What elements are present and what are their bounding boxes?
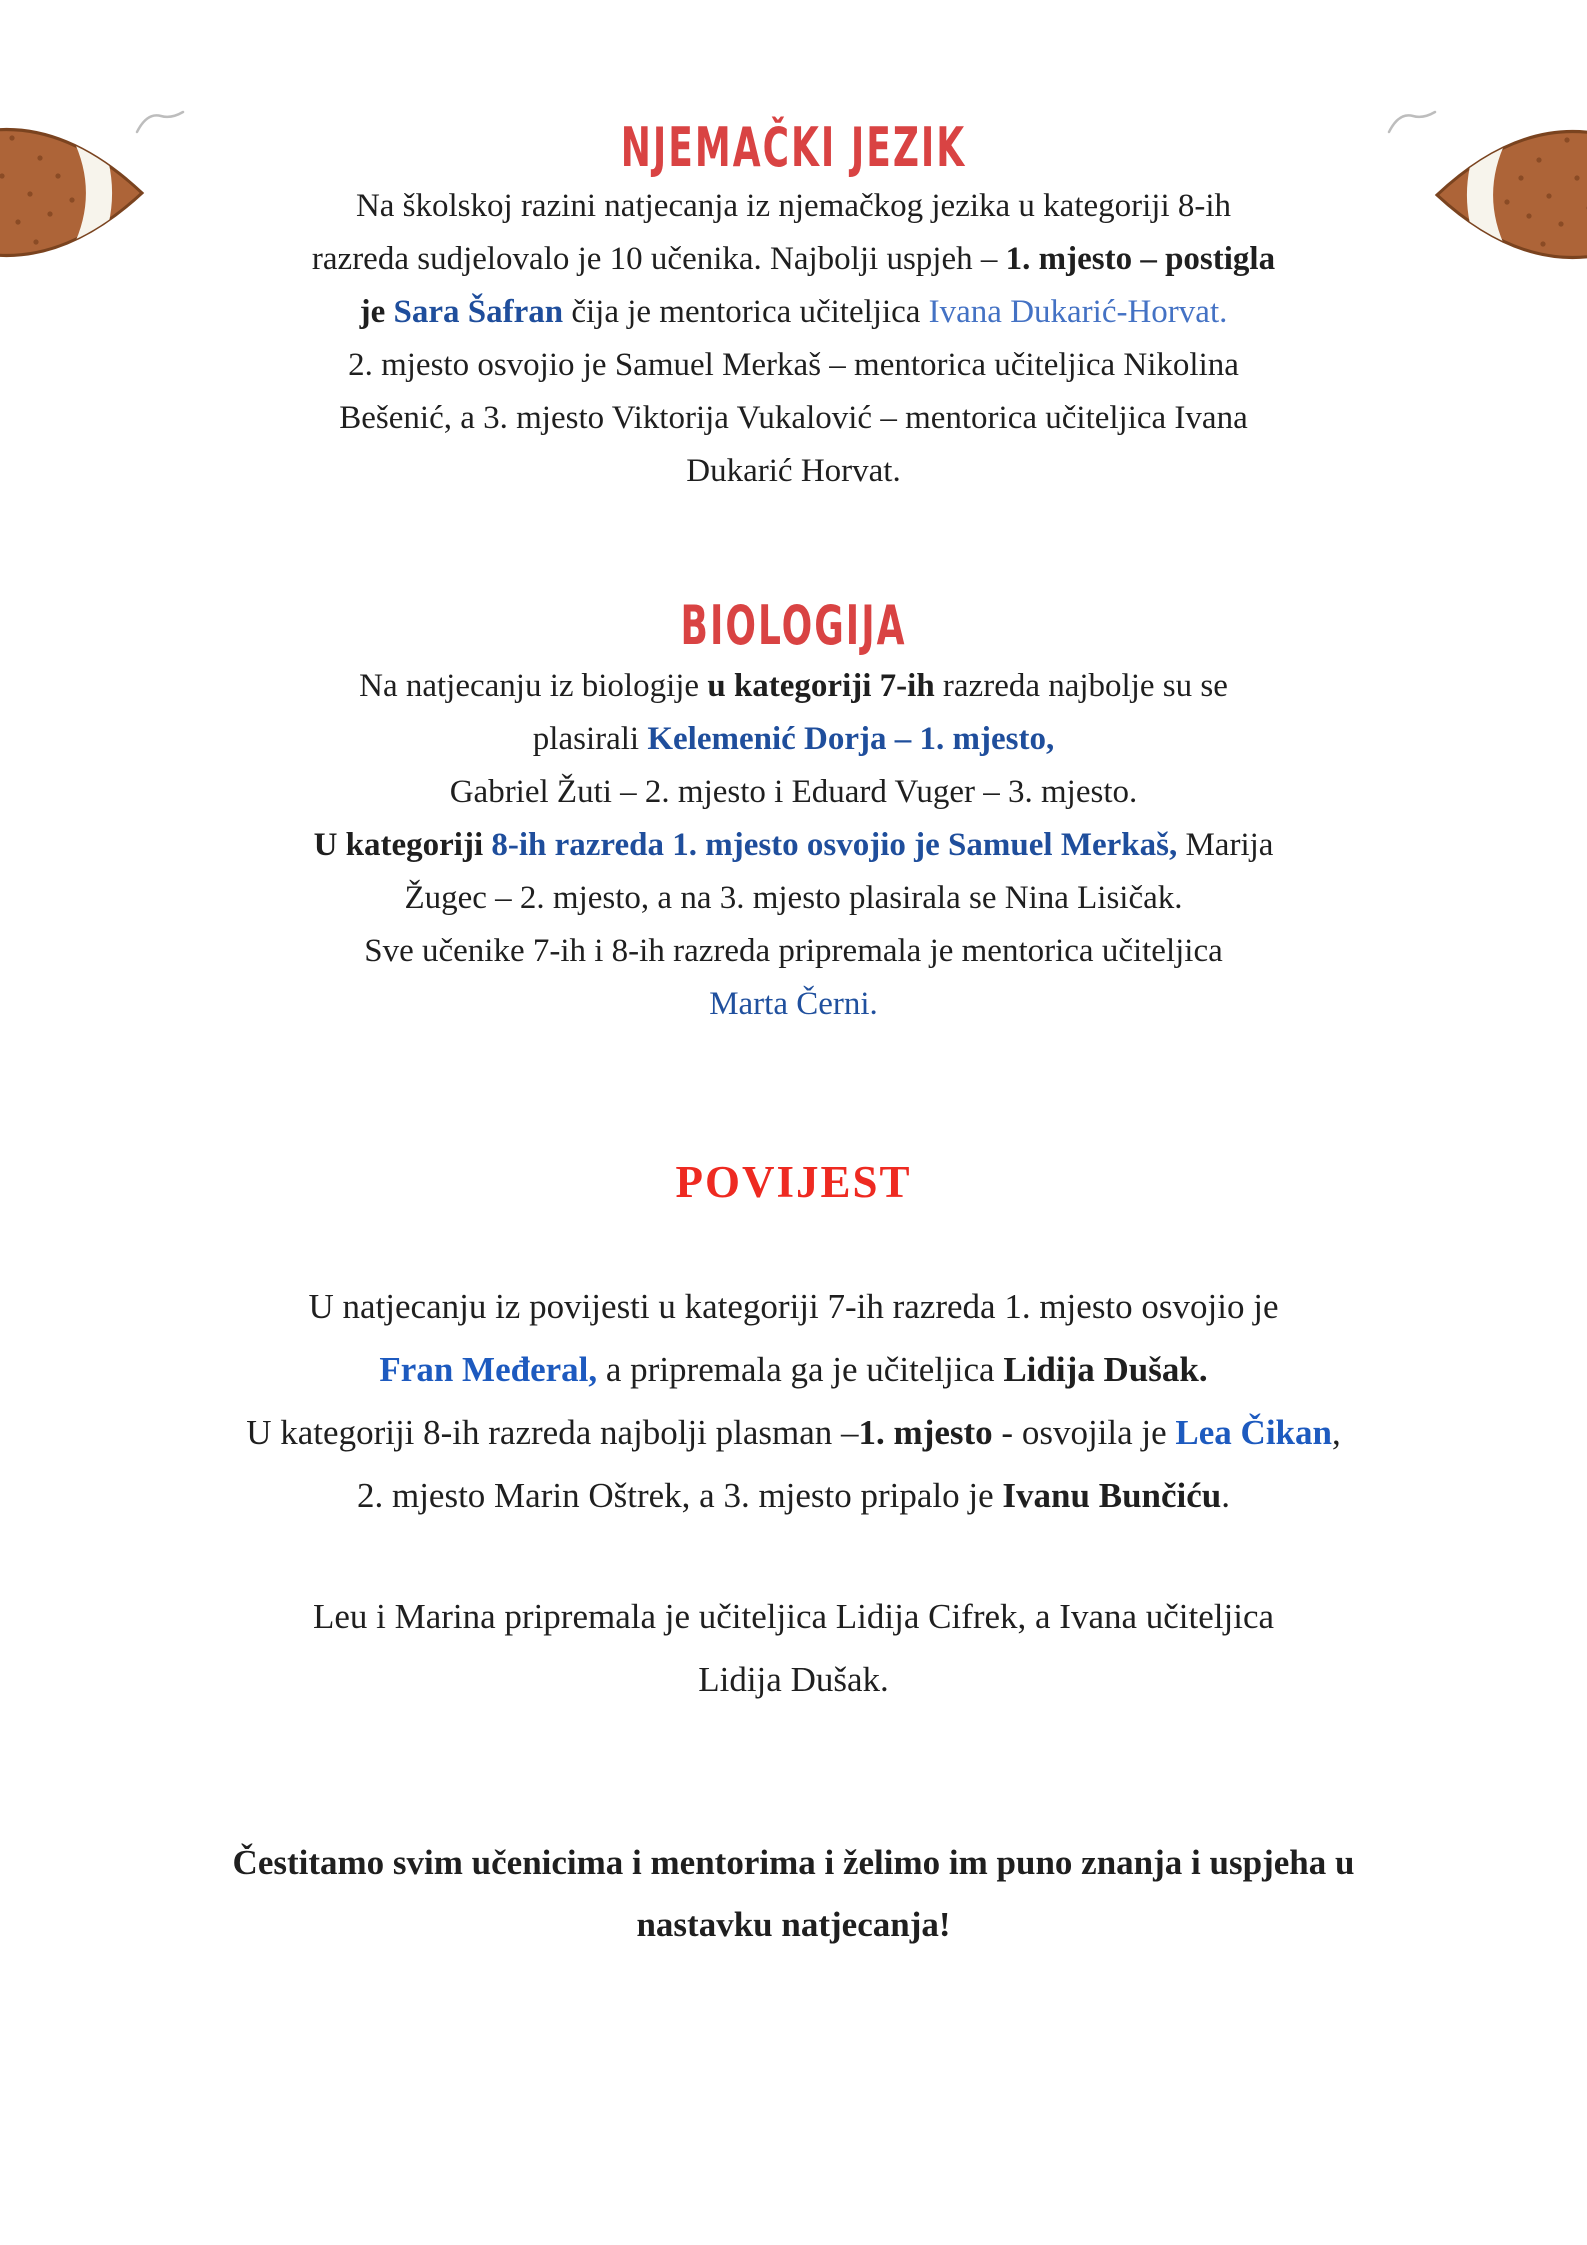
- text-line: [60, 339, 1527, 392]
- text-line: [60, 1648, 1527, 1711]
- text-line: [60, 660, 1527, 713]
- paragraph-german: [60, 180, 1527, 498]
- student-name: Lea Čikan: [1175, 1413, 1332, 1452]
- text-line: [60, 1464, 1527, 1527]
- text-line: [60, 1338, 1527, 1401]
- text-segment: Dukarić Horvat.: [686, 453, 901, 489]
- mentor-name: Lidija Dušak.: [1003, 1350, 1208, 1389]
- text-line: [60, 1275, 1527, 1338]
- text-line: [60, 925, 1527, 978]
- text-segment: Sve učenike 7-ih i 8-ih razreda pripremala je mentorica učiteljica: [364, 933, 1223, 969]
- text-line: [60, 1894, 1527, 1956]
- text-segment: je: [359, 294, 394, 330]
- text-line: [60, 713, 1527, 766]
- text-segment: plasirali: [532, 721, 648, 757]
- text-line: [60, 1401, 1527, 1464]
- text-segment: Žugec – 2. mjesto, a na 3. mjesto plasirala se Nina Lisičak.: [404, 880, 1183, 916]
- text-line: [60, 233, 1527, 286]
- text-line: [60, 445, 1527, 498]
- text-segment: U kategoriji 8-ih razreda najbolji plasman –: [246, 1413, 859, 1452]
- student-name: Ivanu Bunčiću: [1002, 1476, 1222, 1515]
- paragraph-biology: [60, 660, 1527, 1031]
- section-history-heading: POVIJEST: [675, 1157, 912, 1207]
- text-line: [60, 872, 1527, 925]
- closing-message: [60, 1832, 1527, 1956]
- text-segment: - osvojila je: [992, 1413, 1176, 1452]
- student-name: Fran Međeral,: [379, 1350, 598, 1389]
- result-highlight: 1. mjesto – postigla: [1005, 241, 1276, 277]
- mentor-name: Ivana Dukarić-Horvat.: [928, 294, 1228, 330]
- text-segment: Na školskoj razini natjecanja iz njemačkog jezika u kategoriji 8-ih: [355, 188, 1232, 224]
- text-segment: Gabriel Žuti – 2. mjesto i Eduard Vuger – 3. mjesto.: [449, 774, 1138, 810]
- text-line: [60, 819, 1527, 872]
- text-segment: razreda sudjelovalo je 10 učenika. Najbolji uspjeh –: [311, 241, 1006, 277]
- paragraph-history-2: [60, 1585, 1527, 1711]
- text-line: [60, 392, 1527, 445]
- text-segment: ,: [1331, 1413, 1341, 1452]
- text-segment: U kategoriji: [313, 827, 492, 863]
- text-line: [60, 1832, 1527, 1894]
- text-segment: Čestitamo svim učenicima i mentorima i želimo im puno znanja i uspjeha u: [232, 1843, 1355, 1882]
- mentor-name: Marta Černi.: [709, 986, 878, 1022]
- student-name: 8-ih razreda 1. mjesto osvojio je Samuel Merkaš,: [491, 827, 1178, 863]
- student-name: Kelemenić Dorja – 1. mjesto,: [647, 721, 1055, 757]
- text-segment: a pripremala ga je učiteljica: [597, 1350, 1004, 1389]
- section-biology-heading: BIOLOGIJA: [680, 596, 907, 658]
- text-line: [60, 1585, 1527, 1648]
- text-segment: čija je mentorica učiteljica: [563, 294, 929, 330]
- text-line: [60, 286, 1527, 339]
- section-german-heading: NJEMAČKI JEZIK: [620, 118, 967, 180]
- category-highlight: u kategoriji 7-ih: [707, 668, 935, 704]
- text-line: [60, 978, 1527, 1031]
- text-segment: Leu i Marina pripremala je učiteljica Lidija Cifrek, a Ivana učiteljica: [312, 1597, 1275, 1636]
- text-line: [60, 180, 1527, 233]
- text-segment: Marija: [1177, 827, 1274, 863]
- text-segment: Bešenić, a 3. mjesto Viktorija Vukalović – mentorica učiteljica Ivana: [339, 400, 1248, 436]
- text-segment: nastavku natjecanja!: [636, 1905, 951, 1944]
- text-segment: razreda najbolje su se: [934, 668, 1228, 704]
- result-highlight: 1. mjesto: [858, 1413, 993, 1452]
- paragraph-history-1: [60, 1275, 1527, 1527]
- text-segment: 2. mjesto Marin Oštrek, a 3. mjesto pripalo je: [356, 1476, 1003, 1515]
- text-segment: U natjecanju iz povijesti u kategoriji 7-ih razreda 1. mjesto osvojio je: [308, 1287, 1279, 1326]
- text-segment: 2. mjesto osvojio je Samuel Merkaš – mentorica učiteljica Nikolina: [348, 347, 1239, 383]
- text-line: [60, 766, 1527, 819]
- student-name: Sara Šafran: [393, 294, 564, 330]
- text-segment: .: [1221, 1476, 1231, 1515]
- text-segment: Na natjecanju iz biologije: [359, 668, 708, 704]
- text-segment: Lidija Dušak.: [698, 1660, 889, 1699]
